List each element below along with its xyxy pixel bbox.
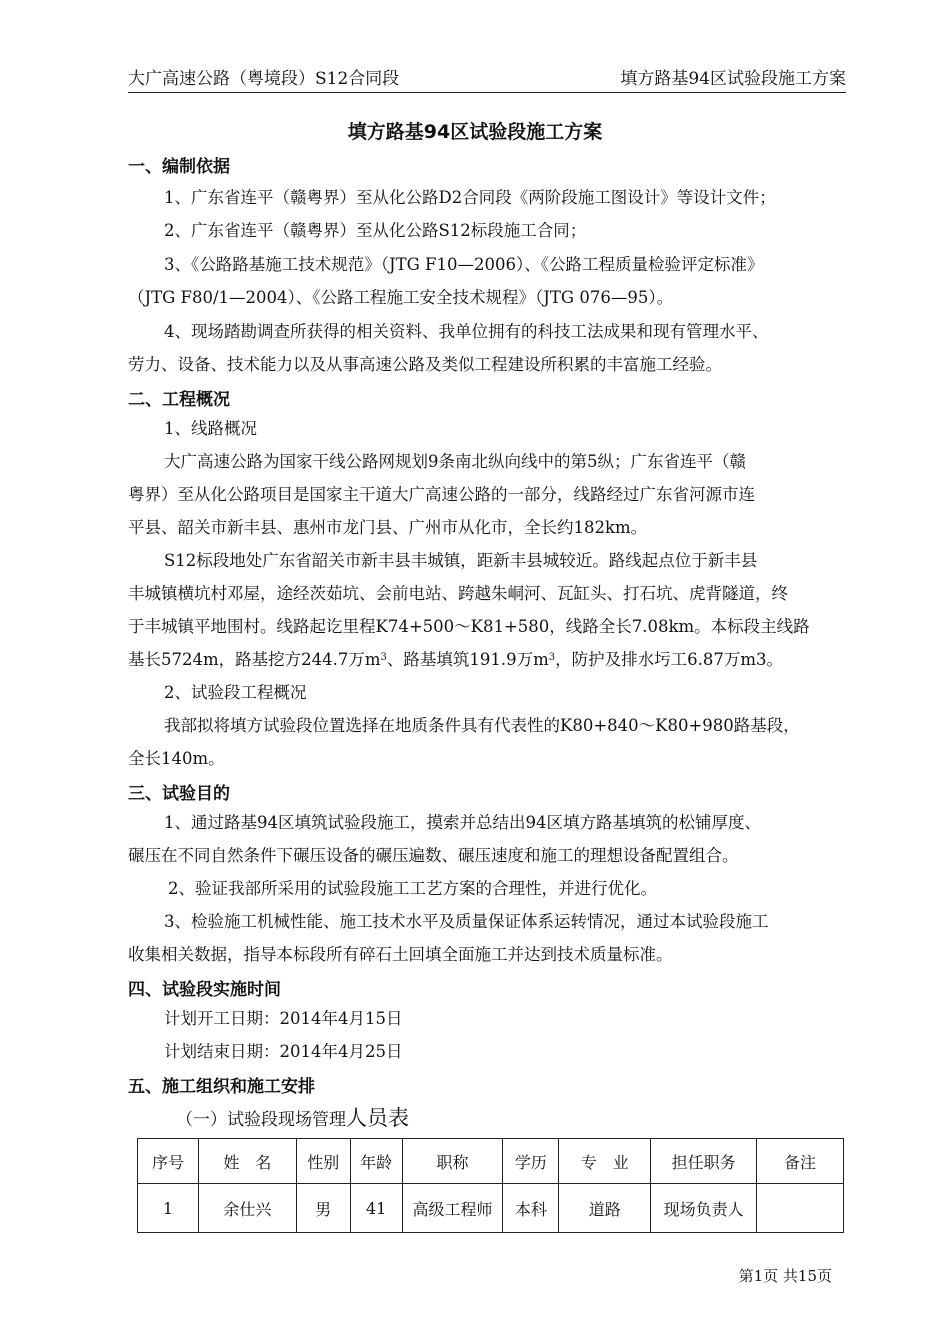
s2-sub-2: 2、试验段工程概况 [164, 683, 307, 702]
table-cell: 余仕兴 [198, 1184, 296, 1233]
section-2-heading: 二、工程概况 [128, 390, 230, 410]
table-cell [757, 1184, 844, 1233]
table-title-part2: 人员表 [346, 1106, 409, 1130]
table-cell: 1 [138, 1184, 199, 1233]
table-row [138, 1184, 844, 1233]
section-1-heading: 一、编制依据 [128, 157, 230, 177]
s3-paragraph-1: 1、通过路基94区填筑试验段施工，摸索并总结出94区填方路基填筑的松铺厚度、 [164, 813, 761, 832]
section-5-heading: 五、施工组织和施工安排 [128, 1077, 315, 1097]
table-title-part1: （一）试验段现场管理 [176, 1110, 346, 1130]
s2-text-c1: 我部拟将填方试验段位置选择在地质条件具有代表性的K80+840～K80+980路基段， [164, 716, 800, 735]
header-left: 大广高速公路（粤境段）S12合同段 [128, 69, 400, 89]
planned-end-date: 计划结束日期：2014年4月25日 [164, 1042, 403, 1061]
table-header-row [138, 1139, 844, 1184]
page-footer: 第1页 共15页 [738, 1267, 832, 1285]
s2-text-b4-part2: 、路基填筑191.9万m [386, 650, 549, 669]
column-header: 姓 名 [198, 1139, 296, 1184]
s1-paragraph-3: 3、《公路路基施工技术规范》（JTG F10—2006）、《公路工程质量检验评定标准》 [164, 255, 764, 274]
page-header [128, 66, 846, 93]
s1-paragraph-3-cont: （JTG F80/1—2004）、《公路工程施工安全技术规程》（JTG 076—95）。 [128, 288, 674, 307]
s1-paragraph-1: 1、广东省连平（赣粤界）至从化公路D2合同段《两阶段施工图设计》等设计文件； [164, 188, 776, 207]
table-title [176, 1102, 409, 1132]
s3-paragraph-3: 3、检验施工机械性能、施工技术水平及质量保证体系运转情况，通过本试验段施工 [164, 912, 769, 931]
document-title: 填方路基94区试验段施工方案 [347, 121, 603, 143]
planned-start-date: 计划开工日期：2014年4月15日 [164, 1009, 403, 1028]
table-cell: 高级工程师 [402, 1184, 503, 1233]
s2-text-b1: S12标段地处广东省韶关市新丰县丰城镇，距新丰县城较近。路线起点位于新丰县 [164, 551, 758, 570]
column-header: 备注 [757, 1139, 844, 1184]
staff-table [137, 1138, 844, 1233]
column-header: 年龄 [350, 1139, 402, 1184]
s2-text-b4-part1: 基长5724m，路基挖方244.7万m [128, 650, 381, 669]
table-cell: 41 [350, 1184, 402, 1233]
s3-paragraph-2: 2、验证我部所采用的试验段施工工艺方案的合理性，并进行优化。 [168, 879, 657, 898]
superscript: 3 [380, 652, 387, 663]
s2-sub-1: 1、线路概况 [164, 419, 257, 438]
section-3-heading: 三、试验目的 [128, 784, 230, 804]
column-header: 性别 [296, 1139, 350, 1184]
s2-text-b4-part3: ，防护及排水圬工6.87万m3。 [555, 650, 784, 669]
s3-paragraph-1-cont: 碾压在不同自然条件下碾压设备的碾压遍数、碾压速度和施工的理想设备配置组合。 [128, 846, 739, 865]
column-header: 担任职务 [651, 1139, 757, 1184]
superscript: 3 [548, 652, 556, 663]
s2-text-b4 [128, 643, 783, 676]
column-header: 职称 [402, 1139, 503, 1184]
s2-text-c2: 全长140m。 [128, 749, 225, 768]
s2-text-a2: 粤界）至从化公路项目是国家主干道大广高速公路的一部分，线路经过广东省河源市连 [128, 485, 755, 504]
column-header: 学历 [503, 1139, 559, 1184]
table-cell: 本科 [503, 1184, 559, 1233]
s2-text-b3: 于丰城镇平地围村。线路起讫里程K74+500～K81+580，线路全长7.08km。本标段主线路 [128, 617, 810, 636]
s2-text-b2: 丰城镇横坑村邓屋，途经茨茹坑、会前电站、跨越朱峒河、瓦缸头、打石坑、虎背隧道，终 [128, 584, 788, 603]
s1-paragraph-4: 4、现场踏勘调查所获得的相关资料、我单位拥有的科技工法成果和现有管理水平、 [164, 322, 769, 341]
section-4-heading: 四、试验段实施时间 [128, 980, 281, 1000]
s1-paragraph-2: 2、广东省连平（赣粤界）至从化公路S12标段施工合同； [164, 221, 587, 240]
s2-text-a1: 大广高速公路为国家干线公路网规划9条南北纵向线中的第5纵；广东省连平（赣 [164, 452, 746, 471]
column-header: 专 业 [559, 1139, 651, 1184]
column-header: 序号 [138, 1139, 199, 1184]
s1-paragraph-4-cont: 劳力、设备、技术能力以及从事高速公路及类似工程建设所积累的丰富施工经验。 [128, 355, 722, 374]
table-cell: 道路 [559, 1184, 651, 1233]
s3-paragraph-3-cont: 收集相关数据，指导本标段所有碎石土回填全面施工并达到技术质量标准。 [128, 945, 673, 964]
header-right: 填方路基94区试验段施工方案 [620, 69, 846, 89]
table-cell: 男 [296, 1184, 350, 1233]
table-cell: 现场负责人 [651, 1184, 757, 1233]
s2-text-a3: 平县、韶关市新丰县、惠州市龙门县、广州市从化市，全长约182km。 [128, 518, 648, 537]
